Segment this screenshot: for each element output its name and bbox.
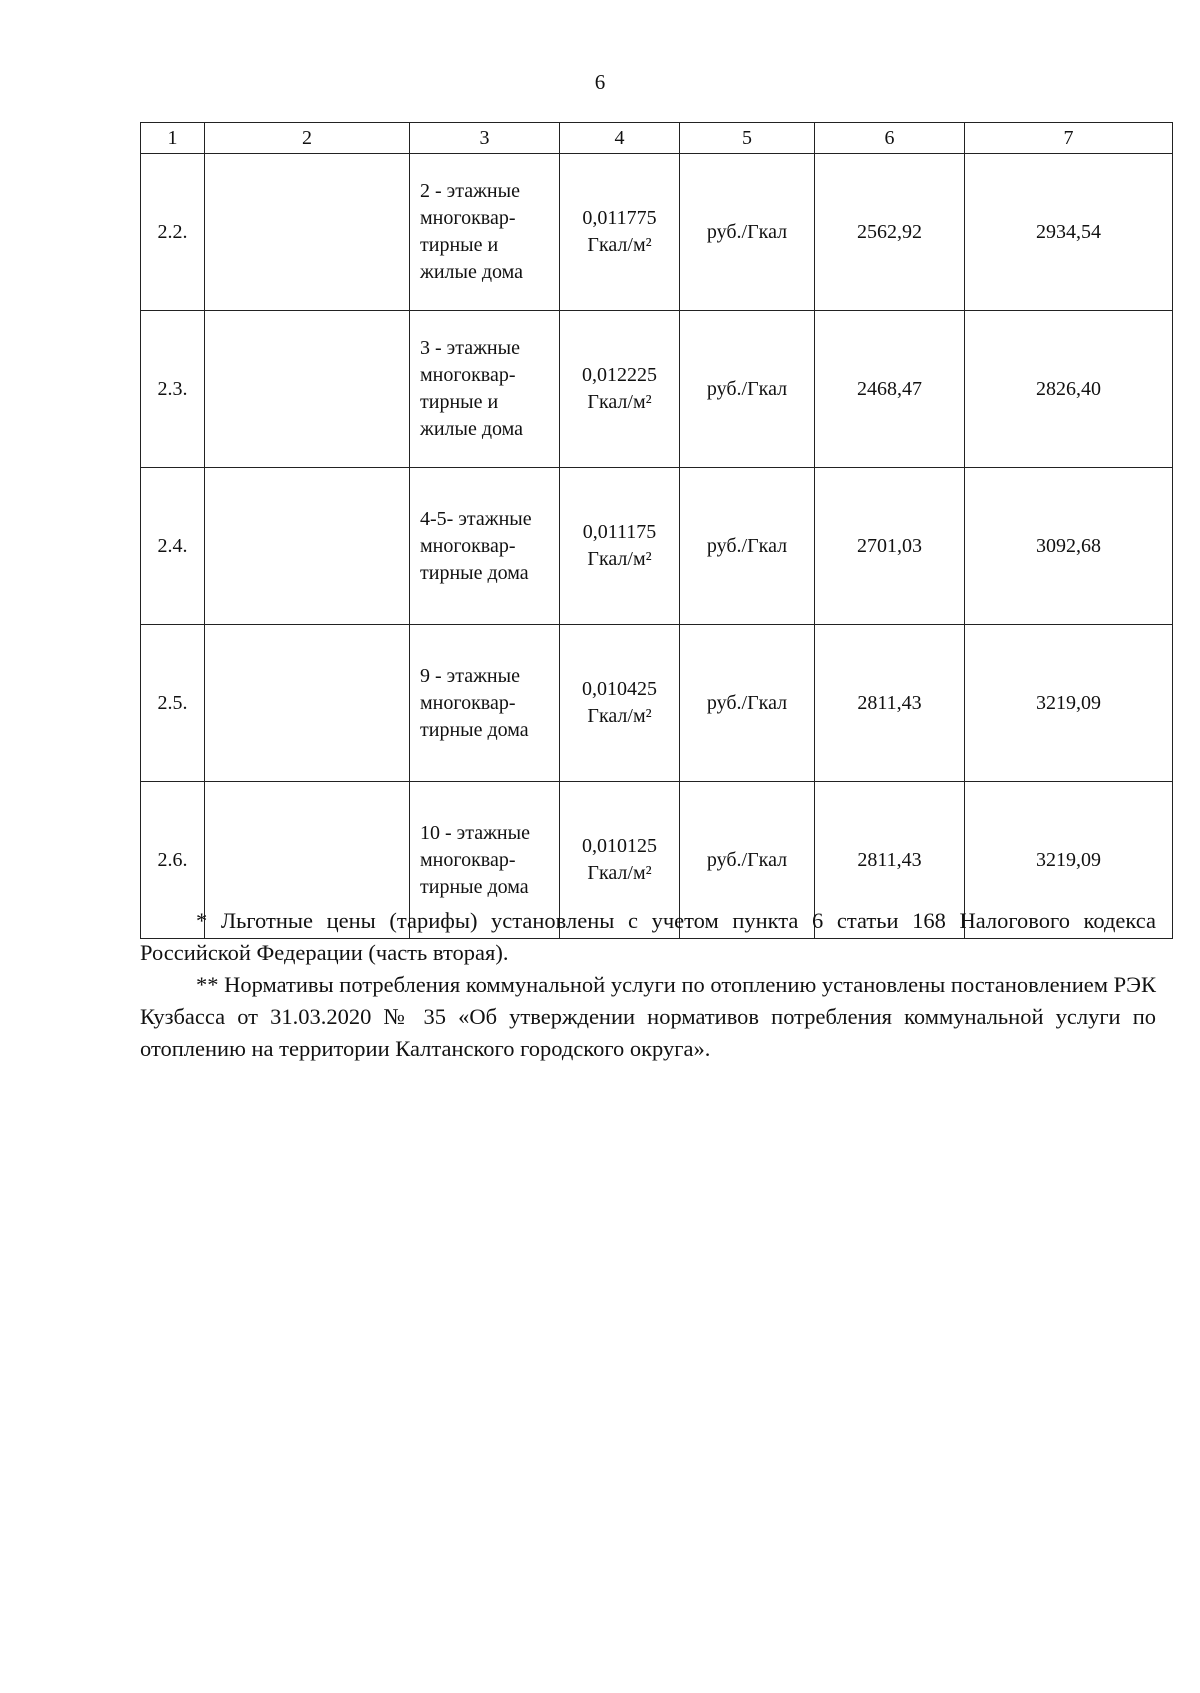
- desc-line: многоквар-: [420, 848, 516, 871]
- desc-line: 2 - этажные: [420, 180, 520, 202]
- building-type: [410, 468, 560, 625]
- desc-line: 10 - этажные: [420, 821, 530, 844]
- desc-line: 4-5- этажные: [420, 507, 532, 530]
- building-type: [410, 311, 560, 468]
- price-with-vat: 2934,54: [965, 154, 1173, 311]
- desc-line: многоквар-: [420, 534, 516, 557]
- consumption-norm: [560, 468, 680, 625]
- table-row: [141, 625, 1173, 782]
- footnote-vat: * Льготные цены (тарифы) установлены с учетом пункта 6 статьи 168 Налогового кодекса Российской Федерации (часть вторая).: [140, 908, 1156, 965]
- table-body: [141, 154, 1173, 939]
- page-number: 6: [594, 70, 606, 94]
- norm-unit: Гкал/м²: [587, 548, 652, 570]
- row-number: 2.2.: [141, 154, 205, 311]
- desc-line: 9 - этажные: [420, 664, 520, 687]
- consumption-norm: [560, 311, 680, 468]
- footnote-norms: ** Нормативы потребления коммунальной услуги по отоплению установлены постановлением РЭК Кузбасса от 31.03.2020 № 35 «Об утверждении нормативов потребления коммунальной услуги по отоплению на территории Калтанского городского округа».: [140, 972, 1156, 1061]
- norm-unit: Гкал/м²: [587, 391, 652, 413]
- price: 2468,47: [815, 311, 965, 468]
- desc-line: многоквар-: [420, 364, 516, 386]
- desc-line: жилые дома: [420, 261, 524, 283]
- header-col-6: 6: [815, 123, 965, 154]
- row-number: 2.3.: [141, 311, 205, 468]
- header-col-5: 5: [680, 123, 815, 154]
- tariff-table: [140, 122, 1173, 939]
- consumption-norm: [560, 625, 680, 782]
- desc-line: тирные дома: [420, 561, 529, 584]
- desc-line: 3 - этажные: [420, 337, 520, 359]
- norm-unit: Гкал/м²: [587, 705, 652, 727]
- desc-line: многоквар-: [420, 207, 516, 229]
- norm-unit: Гкал/м²: [587, 862, 652, 884]
- row-number: 2.4.: [141, 468, 205, 625]
- norm-value: 0,010425: [582, 678, 657, 700]
- norm-unit: Гкал/м²: [587, 234, 652, 256]
- desc-line: тирные и: [420, 234, 499, 256]
- desc-line: тирные дома: [420, 875, 529, 898]
- norm-value: 0,010125: [582, 835, 657, 857]
- norm-value: 0,012225: [582, 364, 657, 386]
- price-with-vat: 2826,40: [965, 311, 1173, 468]
- row-group: [205, 625, 410, 782]
- row-group: [205, 311, 410, 468]
- desc-line: жилые дома: [420, 418, 524, 440]
- header-col-2: 2: [205, 123, 410, 154]
- table-header: [141, 123, 1173, 154]
- desc-line: тирные дома: [420, 718, 529, 741]
- price: 2701,03: [815, 468, 965, 625]
- price-with-vat: 3092,68: [965, 468, 1173, 625]
- price-unit: руб./Гкал: [680, 154, 815, 311]
- price-unit: руб./Гкал: [680, 625, 815, 782]
- building-type: [410, 625, 560, 782]
- row-group: [205, 154, 410, 311]
- row-number: 2.5.: [141, 625, 205, 782]
- header-col-7: 7: [965, 123, 1173, 154]
- desc-line: многоквар-: [420, 691, 516, 714]
- header-row: [141, 123, 1173, 154]
- norm-value: 0,011775: [582, 207, 657, 229]
- header-col-3: 3: [410, 123, 560, 154]
- consumption-norm: [560, 154, 680, 311]
- price: 2811,43: [815, 782, 965, 939]
- table-row: [141, 311, 1173, 468]
- price-unit: руб./Гкал: [680, 782, 815, 939]
- row-group: [205, 468, 410, 625]
- price-with-vat: 3219,09: [965, 782, 1173, 939]
- footnotes: [140, 905, 1156, 1065]
- price-unit: руб./Гкал: [680, 468, 815, 625]
- price-unit: руб./Гкал: [680, 311, 815, 468]
- building-type: [410, 154, 560, 311]
- price-with-vat: 3219,09: [965, 625, 1173, 782]
- header-col-1: 1: [141, 123, 205, 154]
- desc-line: тирные и: [420, 391, 499, 413]
- price: 2811,43: [815, 625, 965, 782]
- table-row: [141, 468, 1173, 625]
- row-number: 2.6.: [141, 782, 205, 939]
- norm-value: 0,011175: [582, 521, 657, 543]
- price: 2562,92: [815, 154, 965, 311]
- header-col-4: 4: [560, 123, 680, 154]
- table-row: [141, 154, 1173, 311]
